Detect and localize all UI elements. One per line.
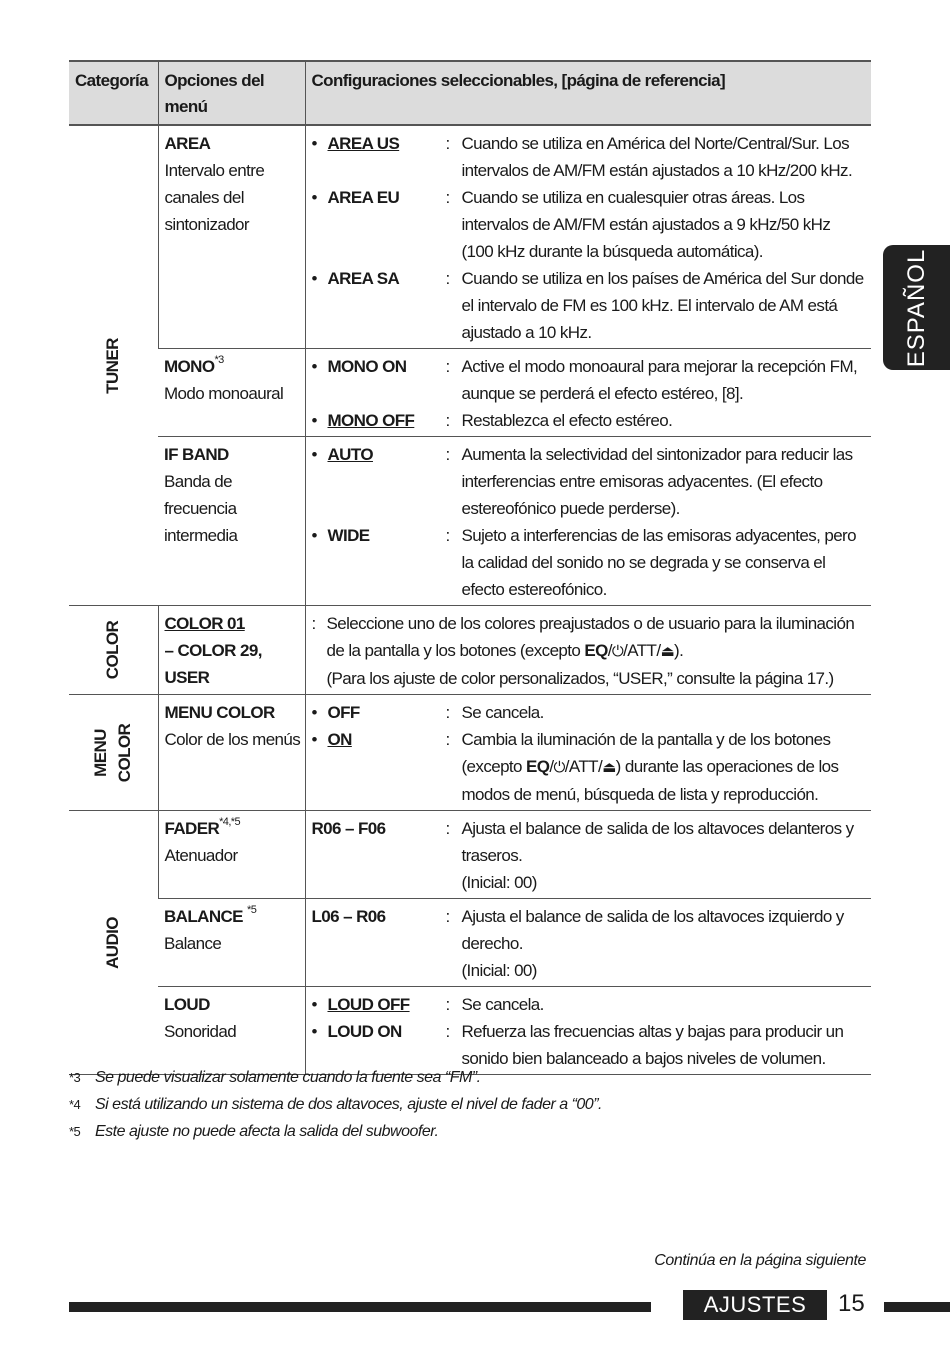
colon: : <box>445 819 450 838</box>
colon: : <box>445 526 450 545</box>
header-category: Categoría <box>69 61 158 125</box>
setting-entry <box>312 522 866 603</box>
setting-text <box>462 903 866 984</box>
setting-label: OFF <box>327 703 360 722</box>
setting-text: Se cancela. <box>461 703 544 722</box>
colon: : <box>445 730 450 749</box>
setting-entry <box>312 699 866 726</box>
colon: : <box>311 614 316 633</box>
bullet: • <box>311 995 317 1014</box>
setting-text-part: ). <box>674 641 684 660</box>
power-icon: ⏻ <box>553 758 565 776</box>
footnotes <box>69 1064 869 1145</box>
category-label <box>89 723 137 781</box>
table-header-row <box>69 61 871 125</box>
settings-ifband <box>305 437 871 606</box>
setting-text <box>462 815 866 896</box>
setting-entry <box>312 815 866 896</box>
option-title-text: MONO <box>164 357 215 376</box>
setting-entry <box>312 610 866 692</box>
footnote-text: Si está utilizando un sistema de dos altavoces, ajuste el nivel de fader a “00”. <box>95 1096 602 1113</box>
settings-loud <box>305 987 871 1075</box>
table-row-loud <box>69 987 871 1075</box>
setting-initial: (Inicial: 00) <box>461 961 537 980</box>
category-label-line: MENU <box>91 728 111 777</box>
option-desc: Modo monoaural <box>164 384 284 403</box>
table-row-balance <box>69 899 871 987</box>
att-label: /ATT/ <box>623 641 661 660</box>
att-label: /ATT/ <box>564 757 603 776</box>
setting-entry <box>312 353 866 407</box>
colon: : <box>445 445 450 464</box>
setting-label: AREA US <box>327 134 400 153</box>
bullet: • <box>311 188 317 207</box>
footnote-mark: *5 <box>69 1124 81 1139</box>
colon: : <box>445 269 450 288</box>
language-tab-label: ESPAÑOL <box>902 248 930 367</box>
option-area <box>158 125 305 349</box>
setting-entry <box>312 130 866 184</box>
setting-entry <box>312 184 866 265</box>
setting-label: LOUD ON <box>327 1022 402 1041</box>
footnote-ref: *3 <box>214 354 224 366</box>
category-label: TUNER <box>103 337 123 394</box>
footer-rule-right <box>884 1302 950 1312</box>
header-options: Opciones del menú <box>158 61 305 125</box>
setting-text: Aumenta la selectividad del sintonizador para reducir las interferencias entre emisoras adyacentes. (El efecto estereofónico puede perderse). <box>461 445 853 518</box>
settings-fader <box>305 811 871 899</box>
setting-text: Restablezca el efecto estéreo. <box>461 411 673 430</box>
setting-entry <box>312 265 866 346</box>
slash: / <box>607 641 612 660</box>
table-row-color <box>69 606 871 695</box>
footnote-mark: *4 <box>69 1097 81 1112</box>
eq-label: EQ <box>584 641 608 660</box>
bullet: • <box>311 357 317 376</box>
option-title-text: FADER <box>164 819 220 838</box>
setting-initial: (Inicial: 00) <box>461 873 537 892</box>
option-title: IF BAND <box>164 445 229 464</box>
setting-text-part: (Para los ajuste de color personalizados, “USER,” consulte la página 17.) <box>326 669 834 688</box>
bullet: • <box>311 703 317 722</box>
setting-text-part: Cambia la iluminación de la pantalla y de los botones (excepto <box>461 730 831 776</box>
category-color <box>69 606 158 695</box>
option-desc: Balance <box>164 934 222 953</box>
eq-label: EQ <box>526 757 550 776</box>
colon: : <box>445 703 450 722</box>
option-title: MENU COLOR <box>164 703 275 722</box>
setting-label: MONO ON <box>327 357 407 376</box>
page-number: 15 <box>838 1290 865 1317</box>
footer-rule-left <box>69 1302 651 1312</box>
settings-mono <box>305 349 871 437</box>
table-row-ifband <box>69 437 871 606</box>
setting-label: AREA EU <box>327 188 400 207</box>
slash: / <box>549 757 554 776</box>
option-title-text: BALANCE <box>164 907 243 926</box>
colon: : <box>445 411 450 430</box>
setting-entry <box>312 903 866 984</box>
setting-label: MONO OFF <box>327 411 415 430</box>
option-color <box>158 606 305 695</box>
bullet: • <box>311 526 317 545</box>
header-settings: Configuraciones seleccionables, [página de referencia] <box>305 61 871 125</box>
bullet: • <box>311 411 317 430</box>
option-desc: Intervalo entre canales del sintonizador <box>164 161 265 234</box>
settings-balance <box>305 899 871 987</box>
option-title: LOUD <box>164 995 210 1014</box>
footnote-ref: *4,*5 <box>219 816 240 828</box>
option-title <box>165 815 301 842</box>
section-title: AJUSTES <box>683 1290 827 1320</box>
colon: : <box>445 907 450 926</box>
option-desc: Sonoridad <box>164 1022 237 1041</box>
colon: : <box>445 188 450 207</box>
settings-menu-color <box>305 695 871 811</box>
table-row-fader <box>69 811 871 899</box>
setting-text-part: Ajusta el balance de salida de los altavoces delanteros y traseros. <box>461 819 854 865</box>
option-desc: Color de los menús <box>164 730 301 749</box>
setting-range: L06 – R06 <box>311 907 386 926</box>
option-fader <box>158 811 305 899</box>
option-title <box>164 903 301 930</box>
setting-entry <box>312 407 866 434</box>
option-title <box>164 353 301 380</box>
footnote <box>69 1118 869 1145</box>
option-menu-color <box>158 695 305 811</box>
option-title: – COLOR 29, <box>164 641 262 660</box>
footnote-ref: *5 <box>247 904 257 916</box>
category-menu-color <box>69 695 158 811</box>
footnote <box>69 1064 869 1091</box>
setting-text: Se cancela. <box>461 995 544 1014</box>
setting-text: Cuando se utiliza en América del Norte/Central/Sur. Los intervalos de AM/FM están ajustados a 10 kHz/200 kHz. <box>461 134 853 180</box>
bullet: • <box>311 269 317 288</box>
option-title: USER <box>164 668 210 687</box>
setting-label: AUTO <box>327 445 373 464</box>
colon: : <box>445 134 450 153</box>
setting-text: Cuando se utiliza en los países de América del Sur donde el intervalo de FM es 100 kHz. El intervalo de AM está ajustado a 10 kHz. <box>461 269 864 342</box>
colon: : <box>445 1022 450 1041</box>
settings-area <box>305 125 871 349</box>
option-desc: Atenuador <box>164 846 238 865</box>
option-ifband <box>158 437 305 606</box>
settings-color <box>305 606 871 695</box>
power-icon: ⏻ <box>611 642 624 660</box>
category-label: AUDIO <box>103 916 123 969</box>
footnote-mark: *3 <box>69 1070 81 1085</box>
setting-label: LOUD OFF <box>327 995 410 1014</box>
language-tab <box>883 245 950 370</box>
bullet: • <box>311 134 317 153</box>
colon: : <box>445 357 450 376</box>
footnote-text: Este ajuste no puede afecta la salida del subwoofer. <box>95 1123 439 1140</box>
option-loud <box>158 987 305 1075</box>
category-audio <box>69 811 158 1075</box>
eject-icon: ⏏ <box>660 642 675 660</box>
setting-entry <box>312 441 866 522</box>
footnote <box>69 1091 869 1118</box>
option-desc: Banda de frecuencia intermedia <box>164 472 238 545</box>
bullet: • <box>311 1022 317 1041</box>
setting-text: Refuerza las frecuencias altas y bajas para producir un sonido bien balanceado a bajos niveles de volumen. <box>461 1022 844 1068</box>
settings-table <box>69 60 871 1075</box>
setting-text: Cuando se utiliza en cualesquier otras áreas. Los intervalos de AM/FM están ajustados a 9 kHz/50 kHz (100 kHz durante la búsqueda automática). <box>461 188 831 261</box>
colon: : <box>445 995 450 1014</box>
setting-text <box>327 610 866 692</box>
option-title: COLOR 01 <box>164 614 245 633</box>
table-row-menu-color <box>69 695 871 811</box>
setting-text: Sujeto a interferencias de las emisoras adyacentes, pero la calidad del sonido no se degrada y se conserva el efecto estereofónico. <box>461 526 856 599</box>
category-tuner <box>69 125 158 606</box>
eject-icon: ⏏ <box>602 758 616 776</box>
bullet: • <box>311 730 317 749</box>
setting-label: WIDE <box>327 526 370 545</box>
setting-text-part: Seleccione uno de los colores preajustados o de usuario para la iluminación de la pantalla y los botones (excepto <box>326 614 855 660</box>
continued-note: Continúa en la página siguiente <box>654 1252 866 1269</box>
footnote-text: Se puede visualizar solamente cuando la fuente sea “FM”. <box>95 1069 481 1086</box>
category-label-line: COLOR <box>115 723 135 782</box>
setting-text: Active el modo monoaural para mejorar la recepción FM, aunque se perderá el efecto estéreo, [8]. <box>461 357 858 403</box>
setting-range: R06 – F06 <box>311 819 386 838</box>
setting-label: AREA SA <box>327 269 400 288</box>
table-row-mono <box>69 349 871 437</box>
setting-label: ON <box>327 730 352 749</box>
category-label: COLOR <box>103 620 123 680</box>
bullet: • <box>311 445 317 464</box>
option-mono <box>158 349 305 437</box>
setting-text-part: Ajusta el balance de salida de los altavoces izquierdo y derecho. <box>461 907 844 953</box>
setting-entry <box>312 726 866 808</box>
option-balance <box>158 899 305 987</box>
table-row-area <box>69 125 871 349</box>
setting-text <box>462 726 866 808</box>
setting-entry <box>312 991 866 1018</box>
option-title: AREA <box>164 134 211 153</box>
setting-text-part: ) durante las operaciones de los modos de menú, búsqueda de lista y reproducción. <box>461 757 839 804</box>
